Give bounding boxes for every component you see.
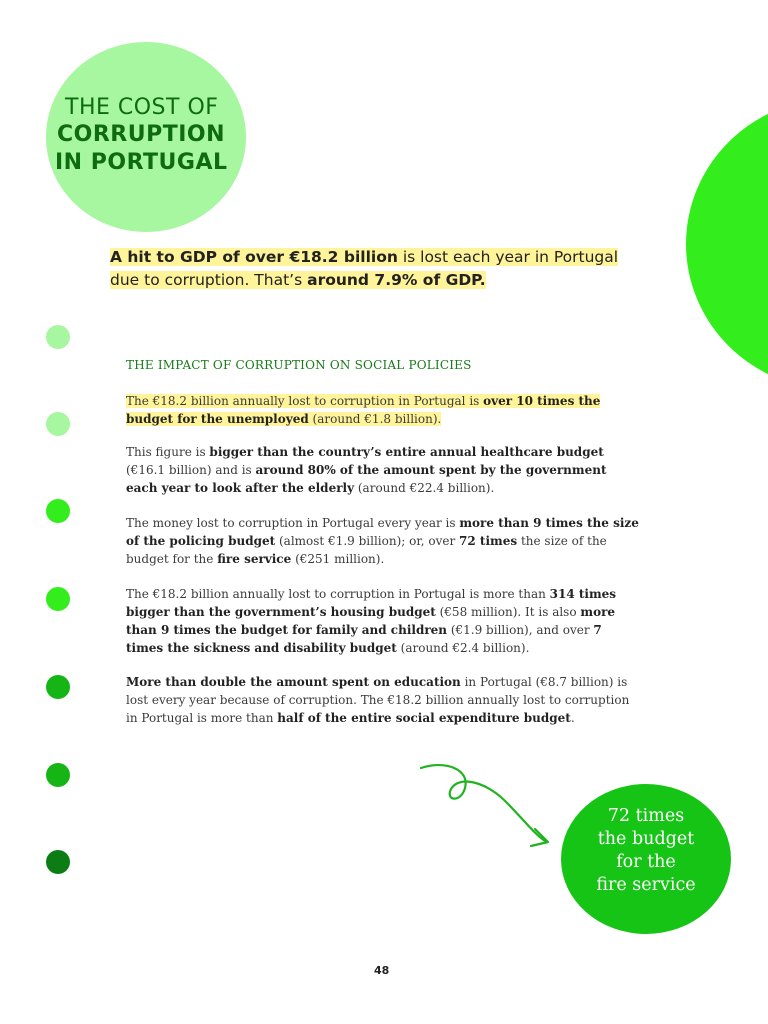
p2-text-2: (€16.1 billion) and is (126, 463, 256, 477)
paragraph-healthcare (126, 443, 641, 497)
paragraph-unemployed (126, 392, 641, 428)
p3-bold-2: 72 times (459, 534, 518, 548)
title-line-1: THE COST OF (65, 95, 219, 120)
lead-statement (110, 246, 640, 292)
p3-text-2: (almost €1.9 billion); or, over (275, 534, 460, 548)
p2-bold-1: bigger than the country’s entire annual healthcare budget (209, 445, 604, 459)
p3-text-4: (€251 million). (291, 552, 385, 566)
callout-line-2: the budget (597, 829, 695, 849)
title-line-3: IN PORTUGAL (55, 150, 228, 175)
page-number: 48 (374, 964, 390, 977)
p5-bold-2: half of the entire social expenditure budget (277, 711, 571, 725)
lead-text: is lost each year in Portugal due to corruption. That’s (110, 248, 619, 289)
p5-text-2: . (570, 711, 575, 725)
p2-bold-2: around 80% of the amount spent by the government each year to look after the elderly (126, 463, 607, 495)
p4-bold-2: more than 9 times the budget for family and children (126, 605, 616, 637)
paragraph-policing (126, 514, 641, 568)
title-line-2: CORRUPTION (57, 122, 226, 147)
p4-text-2: (€58 million). It is also (435, 605, 581, 619)
callout-text (561, 805, 731, 897)
p1-text-1: The €18.2 billion annually lost to corruption in Portugal is (126, 394, 484, 408)
p4-text-4: (around €2.4 billion). (396, 641, 530, 655)
side-dot (46, 499, 70, 523)
callout-line-3: for the (616, 852, 676, 872)
p5-bold-1: More than double the amount spent on education (126, 675, 461, 689)
paragraph-housing (126, 585, 641, 657)
side-dot (46, 412, 70, 436)
p1-bold-1: over 10 times the budget for the unemployed (126, 394, 601, 426)
side-dot (46, 325, 70, 349)
p4-text-3: (€1.9 billion), and over (447, 623, 594, 637)
callout-line-1: 72 times (607, 806, 685, 826)
p2-text-3: (around €22.4 billion). (354, 481, 495, 495)
curly-arrow-icon (415, 755, 565, 855)
side-dot (46, 763, 70, 787)
decorative-circle-right (686, 98, 768, 390)
p4-bold-1: 314 times bigger than the government’s housing budget (126, 587, 617, 619)
p4-bold-3: 7 times the sickness and disability budget (126, 623, 602, 655)
side-dot (46, 850, 70, 874)
p3-bold-3: fire service (217, 552, 292, 566)
lead-bold-1: A hit to GDP of over €18.2 billion (110, 248, 398, 266)
lead-bold-2: around 7.9% of GDP. (307, 271, 486, 289)
p3-text-1: The money lost to corruption in Portugal every year is (126, 516, 460, 530)
section-heading: THE IMPACT OF CORRUPTION ON SOCIAL POLICIES (126, 358, 472, 372)
p3-bold-1: more than 9 times the size of the policing budget (126, 516, 639, 548)
side-dot (46, 675, 70, 699)
callout-line-4: fire service (596, 875, 696, 895)
p2-text-1: This figure is (126, 445, 210, 459)
p1-text-2: (around €1.8 billion). (308, 412, 442, 426)
side-dot (46, 587, 70, 611)
p4-text-1: The €18.2 billion annually lost to corruption in Portugal is more than (126, 587, 550, 601)
paragraph-education (126, 673, 641, 727)
p3-text-3: the size of the budget for the (126, 534, 607, 566)
p5-text-1: in Portugal (€8.7 billion) is lost every year because of corruption. The €18.2 billion annually lost to corruption in Portugal is more than (126, 675, 630, 725)
